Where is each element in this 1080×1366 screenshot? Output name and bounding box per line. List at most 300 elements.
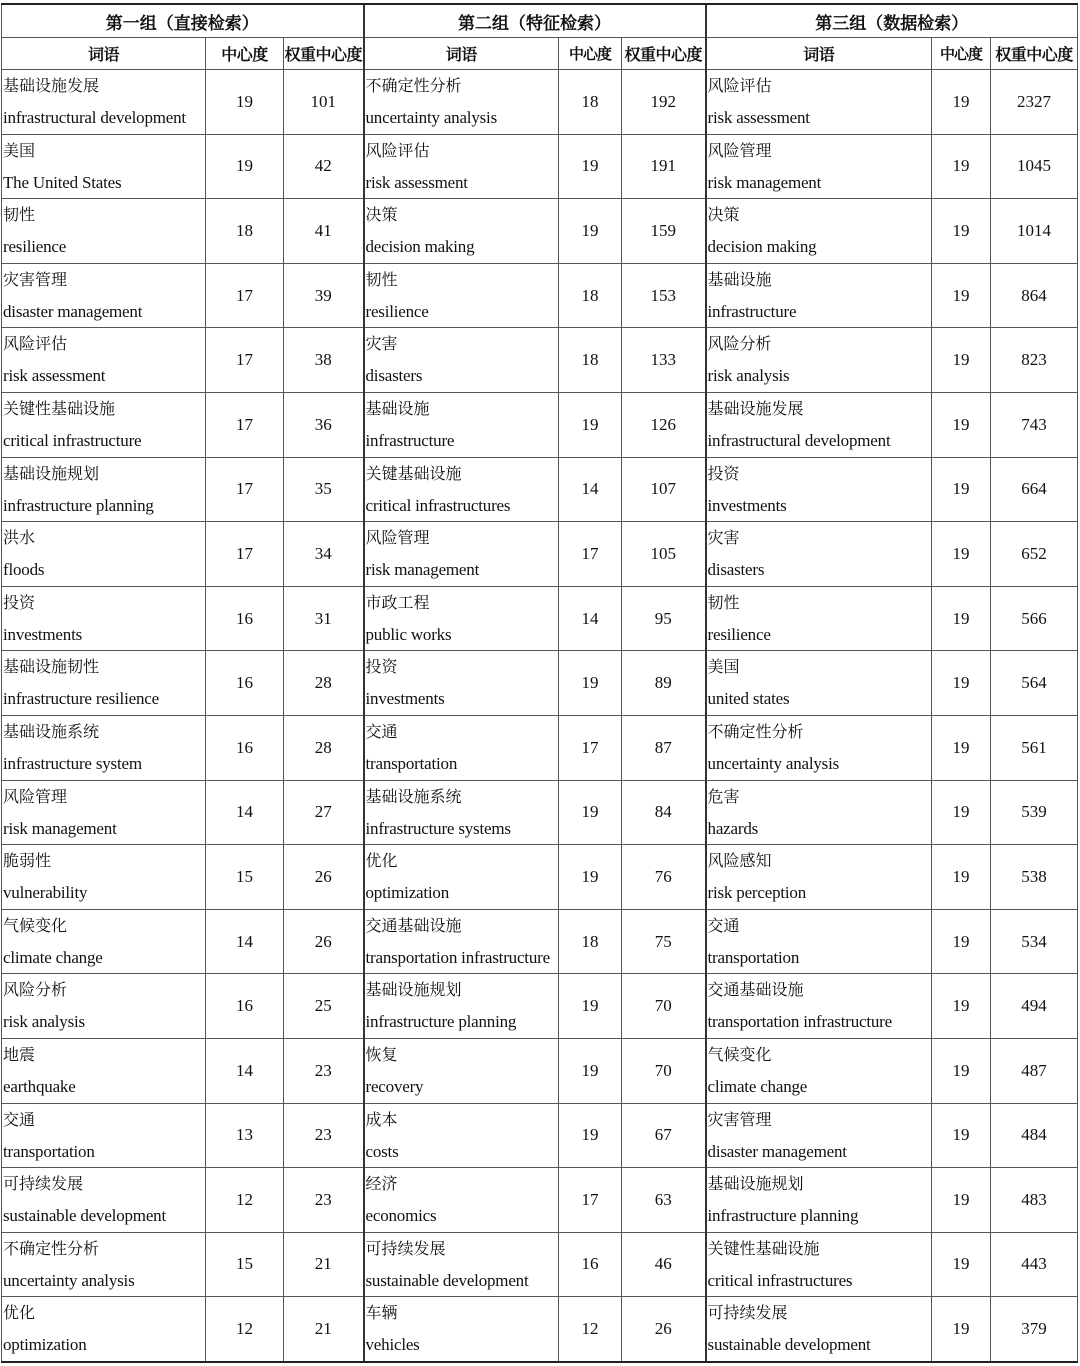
centrality-cell: 19 [559, 780, 622, 845]
term-cell [706, 522, 932, 587]
term-zh: 韧性 [365, 269, 398, 289]
weighted-centrality-cell: 487 [991, 1038, 1078, 1103]
term-zh: 交通 [3, 1109, 36, 1129]
term-zh: 基础设施韧性 [3, 657, 100, 677]
term-zh: 韧性 [3, 205, 36, 225]
weighted-centrality-cell: 23 [284, 1103, 364, 1168]
term-en: floods [3, 560, 45, 580]
centrality-cell: 19 [559, 845, 622, 910]
term-en: costs [365, 1141, 399, 1161]
term-en: disasters [365, 366, 423, 386]
term-cell [364, 1038, 559, 1103]
centrality-cell: 19 [932, 522, 991, 587]
term-cell [2, 1168, 206, 1233]
term-cell [364, 651, 559, 716]
term-cell [2, 651, 206, 716]
term-zh: 可持续发展 [3, 1174, 84, 1194]
term-zh: 灾害管理 [707, 1109, 772, 1129]
term-en: optimization [365, 883, 450, 903]
term-cell [2, 845, 206, 910]
term-cell [2, 134, 206, 199]
term-en: decision making [707, 237, 817, 257]
table-row [2, 522, 1078, 587]
centrality-cell: 19 [932, 909, 991, 974]
term-en: critical infrastructures [365, 495, 511, 515]
term-cell [706, 392, 932, 457]
term-en: hazards [707, 818, 759, 838]
term-en: infrastructure planning [365, 1012, 517, 1032]
centrality-cell: 12 [206, 1168, 284, 1233]
column-header-row [2, 38, 1078, 70]
term-cell [364, 1297, 559, 1362]
term-en: climate change [3, 947, 103, 967]
weighted-centrality-cell: 105 [622, 522, 706, 587]
centrality-cell: 17 [206, 328, 284, 393]
term-zh: 灾害 [707, 528, 740, 548]
keyword-centrality-table [1, 3, 1078, 1363]
term-zh: 基础设施规划 [365, 980, 462, 1000]
term-en: infrastructure system [3, 753, 142, 773]
centrality-cell: 19 [932, 328, 991, 393]
term-zh: 风险管理 [707, 140, 772, 160]
term-zh: 风险分析 [3, 980, 68, 1000]
term-cell [364, 134, 559, 199]
term-en: risk management [365, 560, 480, 580]
table-row [2, 586, 1078, 651]
centrality-cell: 19 [932, 263, 991, 328]
term-zh: 优化 [3, 1303, 36, 1323]
weighted-centrality-cell: 101 [284, 70, 364, 135]
term-cell [706, 909, 932, 974]
weighted-centrality-cell: 34 [284, 522, 364, 587]
weighted-centrality-cell: 42 [284, 134, 364, 199]
term-en: infrastructural development [3, 108, 186, 127]
term-en: sustainable development [365, 1270, 529, 1290]
term-zh: 决策 [365, 205, 398, 225]
term-cell [2, 909, 206, 974]
centrality-cell: 16 [206, 715, 284, 780]
centrality-cell: 19 [932, 974, 991, 1039]
term-cell [2, 715, 206, 780]
centrality-cell: 19 [932, 70, 991, 135]
centrality-cell: 17 [206, 392, 284, 457]
centrality-cell: 19 [932, 199, 991, 264]
term-cell [364, 974, 559, 1039]
weighted-centrality-cell: 107 [622, 457, 706, 522]
term-en: transportation [365, 753, 458, 773]
term-en: infrastructure [365, 430, 455, 450]
col-weighted-centrality: 权重中心度 [991, 38, 1078, 70]
weighted-centrality-cell: 46 [622, 1232, 706, 1297]
term-cell [2, 70, 206, 135]
col-centrality: 中心度 [932, 38, 991, 70]
term-zh: 不确定性分析 [365, 76, 462, 95]
weighted-centrality-cell: 538 [991, 845, 1078, 910]
term-cell [2, 780, 206, 845]
weighted-centrality-cell: 21 [284, 1297, 364, 1362]
term-cell [706, 328, 932, 393]
term-en: vulnerability [3, 883, 88, 903]
weighted-centrality-cell: 159 [622, 199, 706, 264]
weighted-centrality-cell: 743 [991, 392, 1078, 457]
weighted-centrality-cell: 70 [622, 1038, 706, 1103]
term-zh: 美国 [707, 657, 740, 677]
centrality-cell: 19 [932, 1168, 991, 1233]
term-zh: 投资 [707, 463, 740, 483]
term-cell [706, 845, 932, 910]
weighted-centrality-cell: 864 [991, 263, 1078, 328]
term-en: resilience [365, 301, 429, 321]
term-en: economics [365, 1206, 437, 1226]
term-zh: 基础设施 [707, 269, 772, 289]
term-cell [706, 974, 932, 1039]
table-row [2, 1232, 1078, 1297]
term-en: risk perception [707, 883, 807, 903]
term-cell [2, 263, 206, 328]
col-term: 词语 [2, 38, 206, 70]
term-cell [364, 328, 559, 393]
weighted-centrality-cell: 25 [284, 974, 364, 1039]
term-en: infrastructure resilience [3, 689, 159, 709]
centrality-cell: 19 [559, 1038, 622, 1103]
term-zh: 风险感知 [707, 851, 772, 871]
centrality-cell: 18 [559, 70, 622, 135]
centrality-cell: 18 [559, 328, 622, 393]
term-cell [364, 263, 559, 328]
term-en: risk management [707, 172, 822, 192]
weighted-centrality-cell: 652 [991, 522, 1078, 587]
term-zh: 关键基础设施 [365, 463, 462, 483]
centrality-cell: 16 [206, 974, 284, 1039]
centrality-cell: 12 [559, 1297, 622, 1362]
centrality-cell: 16 [206, 651, 284, 716]
term-zh: 韧性 [707, 592, 740, 612]
term-cell [706, 1297, 932, 1362]
table-body [2, 70, 1078, 1362]
table-row [2, 715, 1078, 780]
term-en: critical infrastructures [707, 1270, 853, 1290]
weighted-centrality-cell: 1045 [991, 134, 1078, 199]
term-zh: 洪水 [3, 528, 36, 548]
centrality-cell: 15 [206, 1232, 284, 1297]
term-cell [706, 651, 932, 716]
table-row [2, 1103, 1078, 1168]
term-zh: 风险评估 [3, 334, 68, 354]
term-en: earthquake [3, 1076, 76, 1096]
term-zh: 风险管理 [3, 786, 68, 806]
weighted-centrality-cell: 564 [991, 651, 1078, 716]
term-en: vehicles [365, 1335, 420, 1355]
term-en: critical infrastructure [3, 430, 142, 450]
weighted-centrality-cell: 28 [284, 651, 364, 716]
term-zh: 基础设施规划 [3, 463, 100, 483]
term-cell [706, 70, 932, 135]
col-centrality: 中心度 [206, 38, 284, 70]
centrality-cell: 19 [932, 845, 991, 910]
centrality-cell: 14 [206, 909, 284, 974]
term-cell [364, 780, 559, 845]
term-cell [706, 715, 932, 780]
term-cell [706, 780, 932, 845]
term-en: investments [707, 495, 787, 515]
weighted-centrality-cell: 126 [622, 392, 706, 457]
term-zh: 可持续发展 [365, 1238, 446, 1258]
term-en: disaster management [3, 301, 143, 321]
weighted-centrality-cell: 31 [284, 586, 364, 651]
term-en: infrastructure planning [707, 1206, 859, 1226]
term-cell [364, 1103, 559, 1168]
term-zh: 交通基础设施 [365, 915, 462, 935]
centrality-cell: 18 [206, 199, 284, 264]
term-cell [2, 392, 206, 457]
centrality-cell: 19 [559, 651, 622, 716]
table-row [2, 1168, 1078, 1233]
term-zh: 基础设施发展 [707, 398, 804, 418]
term-zh: 危害 [707, 786, 740, 806]
term-en: risk assessment [3, 366, 106, 386]
weighted-centrality-cell: 63 [622, 1168, 706, 1233]
centrality-cell: 12 [206, 1297, 284, 1362]
term-zh: 基础设施 [365, 398, 430, 418]
term-cell [706, 1038, 932, 1103]
term-en: uncertainty analysis [3, 1270, 135, 1290]
term-cell [706, 1103, 932, 1168]
centrality-cell: 19 [206, 134, 284, 199]
weighted-centrality-cell: 27 [284, 780, 364, 845]
term-en: risk analysis [707, 366, 790, 386]
term-en: resilience [3, 237, 67, 257]
table-row [2, 909, 1078, 974]
table-row [2, 845, 1078, 910]
term-cell [2, 1232, 206, 1297]
term-cell [706, 586, 932, 651]
term-en: sustainable development [3, 1206, 166, 1226]
centrality-cell: 19 [932, 780, 991, 845]
weighted-centrality-cell: 534 [991, 909, 1078, 974]
term-zh: 风险分析 [707, 334, 772, 354]
term-cell [2, 522, 206, 587]
term-cell [364, 1232, 559, 1297]
weighted-centrality-cell: 23 [284, 1168, 364, 1233]
col-term: 词语 [706, 38, 932, 70]
term-zh: 灾害管理 [3, 269, 68, 289]
weighted-centrality-cell: 153 [622, 263, 706, 328]
term-en: sustainable development [707, 1335, 871, 1355]
term-zh: 关键性基础设施 [3, 398, 116, 418]
term-cell [2, 328, 206, 393]
group-header-row [2, 4, 1078, 38]
term-en: transportation infrastructure [707, 1012, 892, 1032]
weighted-centrality-cell: 823 [991, 328, 1078, 393]
centrality-cell: 19 [932, 651, 991, 716]
table-row [2, 199, 1078, 264]
centrality-cell: 16 [559, 1232, 622, 1297]
term-zh: 基础设施规划 [707, 1174, 804, 1194]
centrality-cell: 19 [932, 715, 991, 780]
term-zh: 地震 [3, 1044, 36, 1064]
term-en: risk assessment [707, 108, 810, 127]
weighted-centrality-cell: 2327 [991, 70, 1078, 135]
term-cell [706, 134, 932, 199]
centrality-cell: 19 [559, 199, 622, 264]
centrality-cell: 17 [559, 1168, 622, 1233]
term-en: disasters [707, 560, 765, 580]
term-zh: 灾害 [365, 334, 398, 354]
term-zh: 投资 [365, 657, 398, 677]
term-zh: 车辆 [365, 1303, 398, 1323]
group-3-title: 第三组（数据检索） [706, 4, 1078, 38]
weighted-centrality-cell: 35 [284, 457, 364, 522]
centrality-cell: 19 [559, 392, 622, 457]
weighted-centrality-cell: 133 [622, 328, 706, 393]
weighted-centrality-cell: 191 [622, 134, 706, 199]
weighted-centrality-cell: 41 [284, 199, 364, 264]
term-en: disaster management [707, 1141, 847, 1161]
term-zh: 基础设施系统 [3, 721, 100, 741]
col-weighted-centrality: 权重中心度 [622, 38, 706, 70]
term-en: resilience [707, 624, 771, 644]
weighted-centrality-cell: 26 [622, 1297, 706, 1362]
table-row [2, 457, 1078, 522]
centrality-cell: 16 [206, 586, 284, 651]
group-1-title: 第一组（直接检索） [2, 4, 364, 38]
weighted-centrality-cell: 84 [622, 780, 706, 845]
term-cell [364, 1168, 559, 1233]
term-cell [706, 199, 932, 264]
table-row [2, 651, 1078, 716]
term-zh: 风险评估 [707, 76, 772, 95]
term-zh: 风险管理 [365, 528, 430, 548]
term-cell [364, 392, 559, 457]
centrality-cell: 19 [932, 1103, 991, 1168]
term-cell [706, 1232, 932, 1297]
term-zh: 风险评估 [365, 140, 430, 160]
term-en: transportation [707, 947, 800, 967]
centrality-cell: 19 [932, 586, 991, 651]
weighted-centrality-cell: 23 [284, 1038, 364, 1103]
centrality-cell: 19 [932, 1038, 991, 1103]
centrality-cell: 14 [559, 586, 622, 651]
term-cell [364, 586, 559, 651]
centrality-cell: 19 [559, 974, 622, 1039]
weighted-centrality-cell: 36 [284, 392, 364, 457]
centrality-cell: 19 [559, 1103, 622, 1168]
term-zh: 美国 [3, 140, 36, 160]
centrality-cell: 18 [559, 909, 622, 974]
centrality-cell: 17 [206, 263, 284, 328]
weighted-centrality-cell: 95 [622, 586, 706, 651]
weighted-centrality-cell: 484 [991, 1103, 1078, 1168]
term-en: The United States [3, 172, 122, 192]
weighted-centrality-cell: 664 [991, 457, 1078, 522]
centrality-cell: 17 [559, 715, 622, 780]
centrality-cell: 18 [559, 263, 622, 328]
weighted-centrality-cell: 1014 [991, 199, 1078, 264]
centrality-cell: 17 [559, 522, 622, 587]
term-en: investments [3, 624, 83, 644]
term-zh: 市政工程 [365, 592, 430, 612]
term-cell [2, 199, 206, 264]
centrality-cell: 19 [932, 1232, 991, 1297]
table-row [2, 263, 1078, 328]
term-en: risk analysis [3, 1012, 85, 1032]
term-zh: 可持续发展 [707, 1303, 788, 1323]
table-row [2, 70, 1078, 135]
term-cell [2, 1103, 206, 1168]
term-cell [2, 457, 206, 522]
term-zh: 投资 [3, 592, 36, 612]
term-en: uncertainty analysis [365, 108, 497, 127]
weighted-centrality-cell: 483 [991, 1168, 1078, 1233]
col-centrality: 中心度 [559, 38, 622, 70]
col-weighted-centrality: 权重中心度 [284, 38, 364, 70]
term-zh: 优化 [365, 851, 398, 871]
term-zh: 基础设施发展 [3, 76, 100, 95]
term-en: optimization [3, 1335, 87, 1355]
group-2-title: 第二组（特征检索） [364, 4, 706, 38]
term-zh: 不确定性分析 [3, 1238, 100, 1258]
centrality-cell: 19 [932, 392, 991, 457]
term-en: transportation infrastructure [365, 947, 550, 967]
term-zh: 脆弱性 [3, 851, 52, 871]
centrality-cell: 19 [932, 1297, 991, 1362]
weighted-centrality-cell: 67 [622, 1103, 706, 1168]
term-cell [706, 457, 932, 522]
term-en: transportation [3, 1141, 95, 1161]
term-cell [364, 70, 559, 135]
term-cell [364, 522, 559, 587]
centrality-cell: 15 [206, 845, 284, 910]
centrality-cell: 19 [206, 70, 284, 135]
weighted-centrality-cell: 76 [622, 845, 706, 910]
weighted-centrality-cell: 75 [622, 909, 706, 974]
weighted-centrality-cell: 26 [284, 909, 364, 974]
term-cell [706, 263, 932, 328]
term-cell [2, 974, 206, 1039]
centrality-cell: 17 [206, 457, 284, 522]
term-zh: 气候变化 [707, 1044, 772, 1064]
term-zh: 交通基础设施 [707, 980, 804, 1000]
weighted-centrality-cell: 443 [991, 1232, 1078, 1297]
weighted-centrality-cell: 28 [284, 715, 364, 780]
term-en: decision making [365, 237, 475, 257]
weighted-centrality-cell: 26 [284, 845, 364, 910]
centrality-cell: 19 [932, 134, 991, 199]
term-zh: 交通 [707, 915, 740, 935]
term-en: investments [365, 689, 445, 709]
term-cell [364, 715, 559, 780]
term-cell [364, 909, 559, 974]
centrality-cell: 14 [206, 780, 284, 845]
term-en: infrastructure systems [365, 818, 511, 838]
term-en: climate change [707, 1076, 808, 1096]
term-zh: 决策 [707, 205, 740, 225]
table-row [2, 974, 1078, 1039]
term-zh: 交通 [365, 721, 398, 741]
term-cell [364, 199, 559, 264]
term-cell [364, 457, 559, 522]
centrality-cell: 19 [559, 134, 622, 199]
weighted-centrality-cell: 89 [622, 651, 706, 716]
term-en: united states [707, 689, 790, 709]
term-cell [706, 1168, 932, 1233]
term-en: uncertainty analysis [707, 753, 840, 773]
table-row [2, 1038, 1078, 1103]
term-zh: 恢复 [365, 1044, 398, 1064]
weighted-centrality-cell: 38 [284, 328, 364, 393]
table-row [2, 134, 1078, 199]
weighted-centrality-cell: 539 [991, 780, 1078, 845]
